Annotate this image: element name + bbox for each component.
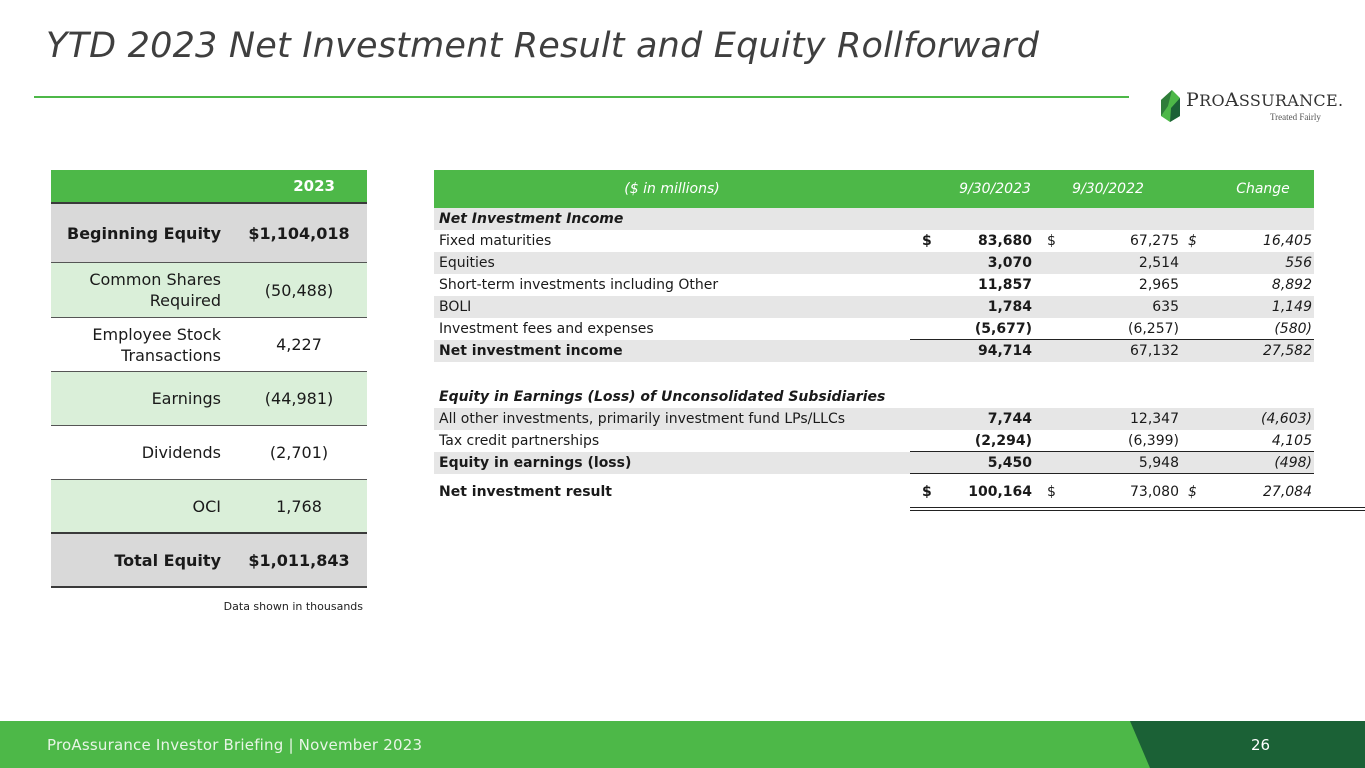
equity-row-value: $1,104,018 <box>248 223 350 243</box>
logo-tagline: Treated Fairly <box>1270 112 1321 122</box>
value-change: 1,149 <box>1271 299 1312 315</box>
equity-row-value: (2,701) <box>269 443 329 462</box>
table-row <box>434 274 1314 296</box>
row-label: Tax credit partnerships <box>439 433 600 449</box>
equity-row-value: (50,488) <box>264 280 334 300</box>
currency-symbol: $ <box>1188 484 1197 500</box>
footer-accent <box>1130 721 1365 768</box>
table-header-row <box>434 170 1314 208</box>
equity-row-label: Earnings <box>151 389 221 408</box>
equity-row-value: $1,011,843 <box>248 550 350 570</box>
value-2023: $ 83,680 <box>922 233 1032 249</box>
value-change: (580) <box>1274 321 1312 337</box>
value-change: (4,603) <box>1260 411 1312 427</box>
equity-total-row <box>51 534 367 588</box>
slide-title: YTD 2023 Net Investment Result and Equity Rollforward <box>46 26 1040 66</box>
equity-row <box>51 318 367 372</box>
equity-row-label: Total Equity <box>114 550 221 570</box>
header-change: Change <box>1236 181 1290 197</box>
equity-row-label: Common Shares Required <box>89 270 221 310</box>
value-2022: (6,399) <box>1127 433 1179 449</box>
equity-row-value: (44,981) <box>264 389 334 408</box>
page-number: 26 <box>1251 736 1271 754</box>
value-change: 27,582 <box>1263 343 1312 359</box>
equity-row-value: 4,227 <box>276 335 322 354</box>
value-change: 8,892 <box>1271 277 1312 293</box>
value-2022: $ 73,080 <box>1047 484 1179 500</box>
currency-symbol: $ <box>1188 233 1197 249</box>
equity-footnote: Data shown in thousands <box>223 600 363 613</box>
value-change: 4,105 <box>1271 433 1312 449</box>
total-double-rule <box>910 507 1365 511</box>
header-2023: 9/30/2023 <box>959 181 1031 197</box>
value-change: (498) <box>1274 455 1312 471</box>
value-2023: 5,450 <box>987 455 1032 471</box>
equity-row-value: 1,768 <box>276 496 322 516</box>
section-title: Net Investment Income <box>439 211 624 227</box>
value-2023: 3,070 <box>987 255 1032 271</box>
equity-row-label: Dividends <box>141 443 221 462</box>
value-change: $ 16,405 <box>1188 233 1312 249</box>
subtotal-rule <box>910 473 1314 474</box>
value-2023: 11,857 <box>977 277 1032 293</box>
logo-wordmark: PROASSURANCE. <box>1186 89 1344 111</box>
value-2023: 7,744 <box>987 411 1032 427</box>
equity-row <box>51 204 367 263</box>
row-label: Equities <box>439 255 495 271</box>
value-2022: 67,132 <box>1130 343 1179 359</box>
row-label: Fixed maturities <box>439 233 552 249</box>
equity-year-header: 2023 <box>51 170 367 204</box>
equity-row-label: OCI <box>192 496 221 516</box>
value-2022: 12,347 <box>1130 411 1179 427</box>
table-row <box>434 430 1314 452</box>
row-label: Investment fees and expenses <box>439 321 654 337</box>
equity-row-label: Beginning Equity <box>67 223 221 243</box>
value-2022: (6,257) <box>1127 321 1179 337</box>
row-label: BOLI <box>439 299 472 315</box>
section-title: Equity in Earnings (Loss) of Unconsolidated Subsidiaries <box>439 389 886 405</box>
value-2023: (5,677) <box>974 321 1032 337</box>
section-header-row <box>434 386 1314 408</box>
section-header-row <box>434 208 1314 230</box>
value-2023: 1,784 <box>987 299 1032 315</box>
value-change: $ 27,084 <box>1188 484 1312 500</box>
value-2023: 94,714 <box>977 343 1032 359</box>
value-2023: $ 100,164 <box>922 484 1032 500</box>
value-2022: 635 <box>1152 299 1179 315</box>
table-row <box>434 296 1314 318</box>
investment-result-table <box>434 170 1314 511</box>
currency-symbol: $ <box>922 484 932 500</box>
total-row <box>434 480 1314 504</box>
leaf-logo-icon <box>1158 86 1182 122</box>
equity-row <box>51 372 367 426</box>
title-divider <box>34 96 1129 98</box>
subtotal-row <box>434 452 1314 474</box>
value-change: 556 <box>1285 255 1312 271</box>
row-label: All other investments, primarily investment fund LPs/LLCs <box>439 411 846 427</box>
company-logo <box>1158 86 1344 126</box>
footer-caption: ProAssurance Investor Briefing | November 2023 <box>47 736 423 754</box>
header-units: ($ in millions) <box>624 181 720 197</box>
equity-row-label: Employee Stock Transactions <box>92 324 221 365</box>
row-label: Net investment result <box>439 484 612 500</box>
equity-row <box>51 426 367 480</box>
row-label: Short-term investments including Other <box>439 277 719 293</box>
row-label: Equity in earnings (loss) <box>439 455 632 471</box>
equity-rollforward-table <box>51 170 367 588</box>
currency-symbol: $ <box>1047 484 1056 500</box>
value-2023: (2,294) <box>974 433 1032 449</box>
equity-row <box>51 263 367 318</box>
subtotal-row <box>434 340 1314 362</box>
value-2022: $ 67,275 <box>1047 233 1179 249</box>
table-row <box>434 318 1314 340</box>
currency-symbol: $ <box>1047 233 1056 249</box>
value-2022: 5,948 <box>1138 455 1179 471</box>
currency-symbol: $ <box>922 233 932 249</box>
table-row <box>434 230 1314 252</box>
table-row <box>434 408 1314 430</box>
equity-row <box>51 480 367 534</box>
value-2022: 2,514 <box>1138 255 1179 271</box>
value-2022: 2,965 <box>1138 277 1179 293</box>
table-row <box>434 252 1314 274</box>
row-label: Net investment income <box>439 343 623 359</box>
header-2022: 9/30/2022 <box>1072 181 1144 197</box>
